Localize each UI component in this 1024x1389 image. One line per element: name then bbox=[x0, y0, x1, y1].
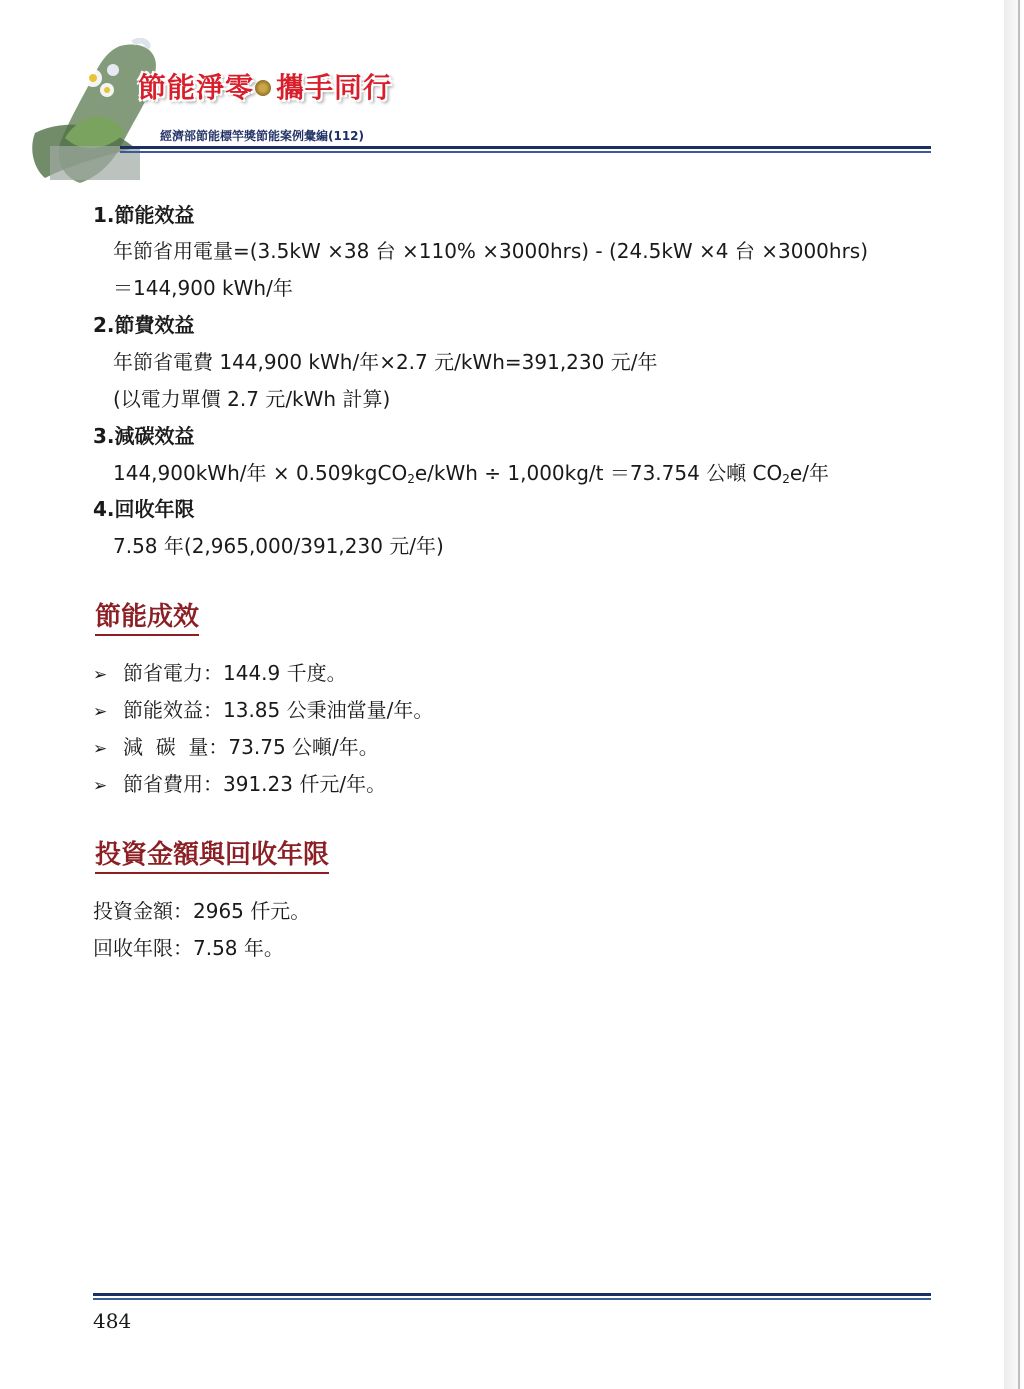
result-item bbox=[93, 661, 347, 687]
result-item bbox=[93, 772, 386, 798]
carbon-formula-subscript2: 2 bbox=[782, 472, 790, 486]
carbon-formula-part1: 144,900kWh/年 × 0.509kgCO bbox=[113, 461, 408, 485]
energy-benefit-heading: 1.節能效益 bbox=[93, 203, 195, 227]
energy-benefit-formula: 年節省用電量=(3.5kW ×38 台 ×110% ×3000hrs) - (24.5kW ×4 台 ×3000hrs) bbox=[113, 239, 869, 263]
carbon-benefit-formula bbox=[113, 461, 829, 485]
carbon-formula-part2: e/kWh ÷ 1,000kg/t ＝73.754 公噸 CO bbox=[414, 461, 783, 485]
arrow-bullet-icon: ➢ bbox=[93, 665, 108, 685]
footer-rule-thin bbox=[93, 1298, 931, 1300]
cost-benefit-note: (以電力單價 2.7 元/kWh 計算) bbox=[113, 387, 391, 411]
arrow-bullet-icon: ➢ bbox=[93, 776, 108, 796]
investment-section-title: 投資金額與回收年限 bbox=[95, 839, 329, 874]
result-item bbox=[93, 735, 379, 761]
carbon-formula-subscript1: 2 bbox=[407, 472, 415, 486]
header-subtitle: 經濟部節能標竿獎節能案例彙編(112) bbox=[160, 129, 365, 143]
cost-benefit-heading: 2.節費效益 bbox=[93, 313, 195, 337]
result-item-text: 節省電力：144.9 千度。 bbox=[123, 661, 347, 685]
header-rule bbox=[120, 146, 931, 149]
cost-benefit-formula: 年節省電費 144,900 kWh/年×2.7 元/kWh=391,230 元/年 bbox=[113, 350, 658, 374]
page-number: 484 bbox=[93, 1309, 132, 1333]
logo-title-part1: 節能淨零 bbox=[138, 71, 255, 104]
arrow-bullet-icon: ➢ bbox=[93, 739, 108, 759]
page-edge-shadow bbox=[1004, 0, 1024, 1389]
logo-illustration bbox=[25, 38, 405, 188]
result-item-text: 減 碳 量：73.75 公噸/年。 bbox=[123, 735, 379, 759]
investment-payback: 回收年限：7.58 年。 bbox=[93, 936, 284, 960]
energy-benefit-result: ＝144,900 kWh/年 bbox=[113, 276, 293, 300]
header-rule-thin bbox=[120, 151, 931, 153]
arrow-bullet-icon: ➢ bbox=[93, 702, 108, 722]
page-edge-line bbox=[1018, 0, 1020, 1389]
result-item-text: 節省費用：391.23 仟元/年。 bbox=[123, 772, 387, 796]
investment-amount: 投資金額：2965 仟元。 bbox=[93, 899, 311, 923]
footer-rule bbox=[93, 1293, 931, 1296]
payback-heading: 4.回收年限 bbox=[93, 497, 195, 521]
payback-formula: 7.58 年(2,965,000/391,230 元/年) bbox=[113, 534, 444, 558]
carbon-formula-part3: e/年 bbox=[789, 461, 829, 485]
carbon-benefit-heading: 3.減碳效益 bbox=[93, 424, 195, 448]
flower-icon bbox=[255, 80, 271, 96]
result-item bbox=[93, 698, 433, 724]
logo-title-part2: 攜手同行 bbox=[276, 71, 393, 104]
results-section-title: 節能成效 bbox=[95, 601, 199, 636]
result-item-text: 節能效益：13.85 公秉油當量/年。 bbox=[123, 698, 434, 722]
